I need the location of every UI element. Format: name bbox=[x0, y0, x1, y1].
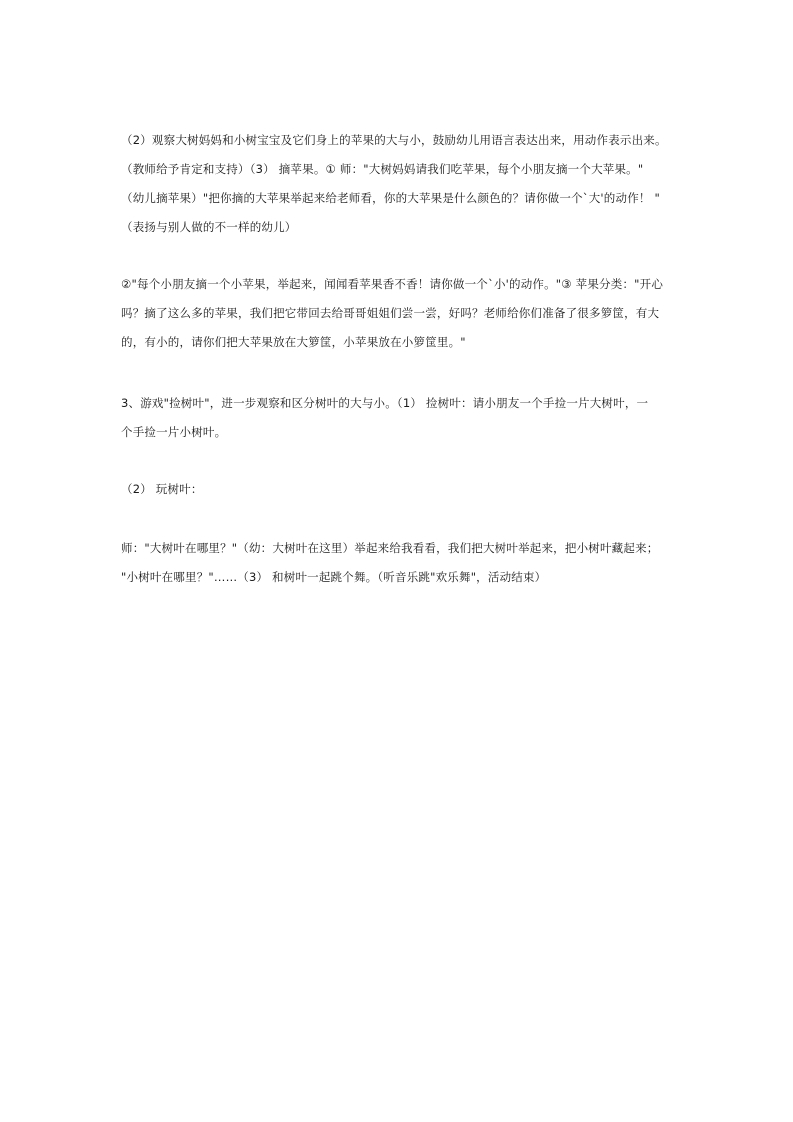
paragraph-observe-apples bbox=[121, 126, 681, 242]
text-line: （教师给予肯定和支持）（3） 摘苹果。① 师："大树妈妈请我们吃苹果，每个小朋友摘一个大苹果。" bbox=[121, 162, 644, 176]
text-line: 个手捡一片小树叶。 bbox=[121, 425, 227, 439]
text-line: 3、游戏"捡树叶"，进一步观察和区分树叶的大与小。（1） 捡树叶：请小朋友一个手捡一片大树叶，一 bbox=[121, 396, 649, 410]
text-line: 师："大树叶在哪里？"（幼：大树叶在这里）举起来给我看看，我们把大树叶举起来，把小树叶藏起来； bbox=[121, 541, 659, 555]
text-line: （幼儿摘苹果）"把你摘的大苹果举起来给老师看，你的大苹果是什么颜色的？请你做一个`大'的动作！ " bbox=[121, 191, 660, 205]
text-line: （表扬与别人做的不一样的幼儿） bbox=[121, 220, 297, 234]
text-line: ②"每个小朋友摘一个小苹果，举起来，闻闻看苹果香不香！请你做一个`小'的动作。"③ 苹果分类："开心 bbox=[121, 277, 664, 291]
paragraph-play-leaves-heading bbox=[121, 475, 681, 504]
paragraph-leaf-dance bbox=[121, 534, 681, 592]
text-line: 吗？摘了这么多的苹果，我们把它带回去给哥哥姐姐们尝一尝，好吗？老师给你们准备了很多箩筐，有大 bbox=[121, 306, 660, 320]
text-line: 的，有小的，请你们把大苹果放在大箩筐，小苹果放在小箩筐里。" bbox=[121, 335, 466, 349]
text-line: （2） 玩树叶： bbox=[121, 482, 203, 496]
text-line: （2）观察大树妈妈和小树宝宝及它们身上的苹果的大与小，鼓励幼儿用语言表达出来，用动作表示出来。 bbox=[121, 133, 667, 147]
paragraph-leaf-game bbox=[121, 389, 681, 447]
paragraph-small-apples bbox=[121, 270, 681, 357]
text-line: "小树叶在哪里？"……（3） 和树叶一起跳个舞。（听音乐跳"欢乐舞"，活动结束） bbox=[121, 570, 547, 584]
